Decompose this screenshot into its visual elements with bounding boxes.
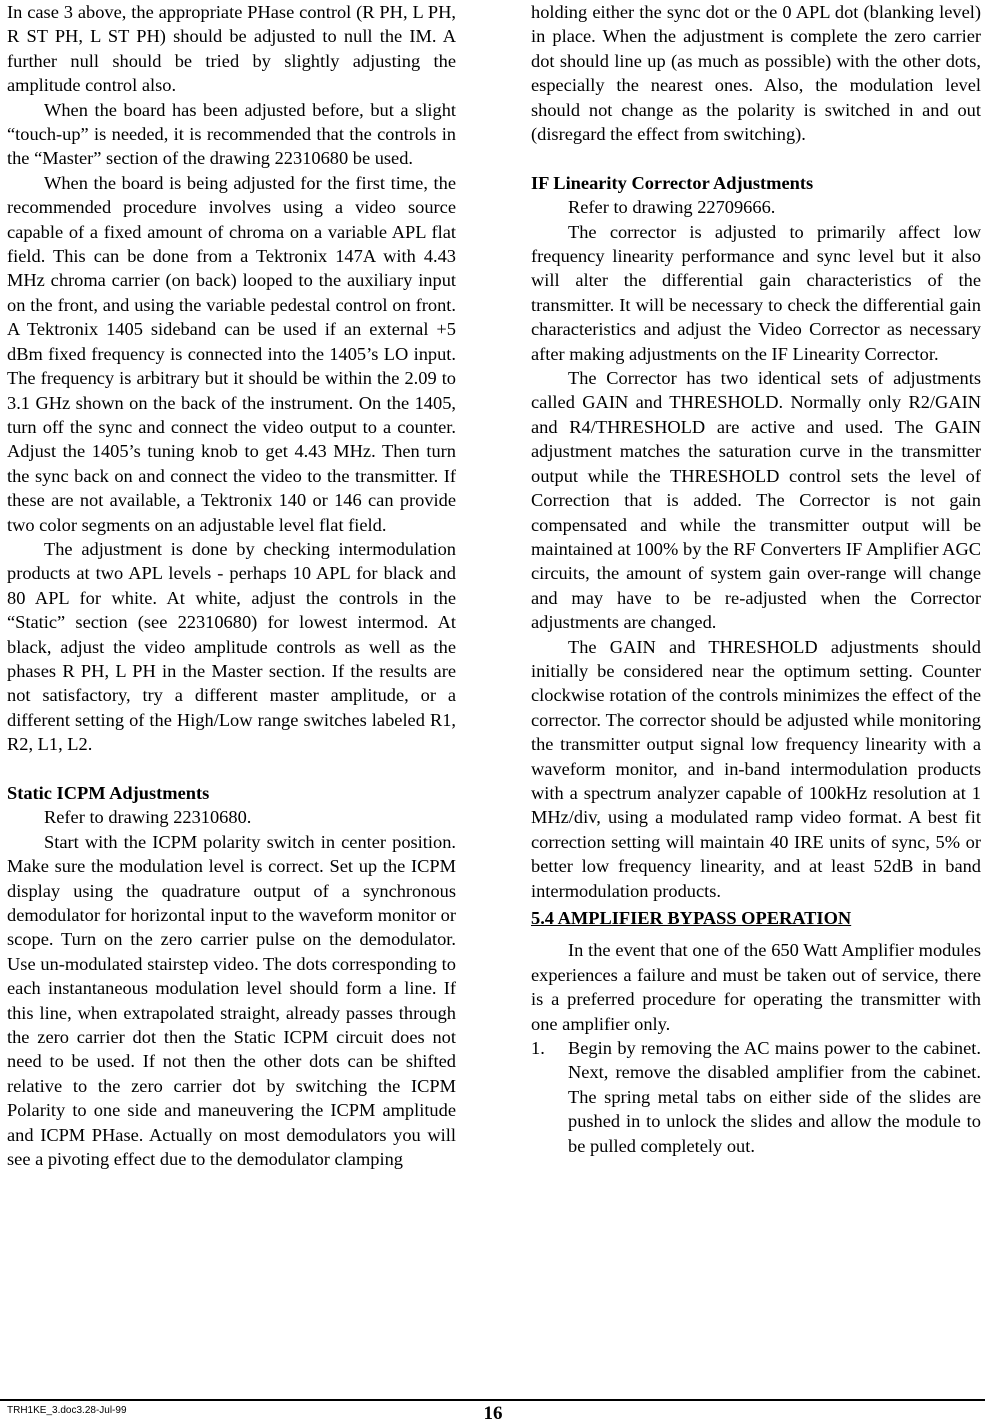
drawing-reference: Refer to drawing 22310680. bbox=[44, 807, 252, 828]
spacer bbox=[531, 146, 981, 170]
paragraph: The Corrector has two identical sets of adjustments called GAIN and THRESHOLD. Normally only R2/GAIN and R4/THRESHOLD are active and used. The GAIN adjustment matches the saturation curve in the transmitter output while the THRESHOLD control sets the level of Correction that is added. The Corrector is not gain compensated and while the transmitter output will be maintained at 100% by the RF Converters IF Amplifier AGC circuits, the amount of system gain over-range will change and may have to be re-adjusted when the Corrector adjustments are changed. bbox=[531, 368, 981, 633]
paragraph: Start with the ICPM polarity switch in center position. Make sure the modulation level is correct. Set up the ICPM display using the quadrature output of a synchronous demodulator for horizontal input to the waveform monitor or scope. Turn on the zero carrier pulse on the demodulator. Use un-modulated stairstep video. The dots corresponding to each instantaneous modulation level should form a line. If this line, when extrapolated straight, already passes through the zero carrier dot then the Static ICPM circuit does not need to be used. If not then the other dots can be shifted relative to the zero carrier dot by switching the ICPM Polarity to one side and maneuvering the ICPM amplitude and ICPM PHase. Actually on most demodulators you will see a pivoting effect due to the demodulator clamping bbox=[7, 831, 456, 1170]
paragraph: The GAIN and THRESHOLD adjustments should initially be considered near the optimum setting. Counter clockwise rotation of the controls minimizes the effect of the corrector. The corrector should be adjusted while monitoring the transmitter output signal low frequency linearity with a waveform monitor, and in-band intermodulation products with a spectrum analyzer capable of 100kHz resolution at 1 MHz/div, using a modulated ramp video format. A best fit correction setting will maintain 40 IRE units of sync, 5% or better low frequency linearity, and at least 52dB in band intermodulation products. bbox=[531, 636, 981, 901]
list-item bbox=[531, 1036, 981, 1158]
right-column bbox=[531, 0, 981, 1158]
paragraph: In the event that one of the 650 Watt Amplifier modules experiences a failure and must be taken out of service, there is a preferred procedure for operating the transmitter with one amplifier only. bbox=[531, 940, 981, 1034]
list-number: 1. bbox=[531, 1038, 545, 1059]
section-heading: IF Linearity Corrector Adjustments bbox=[531, 172, 814, 193]
page-number: 16 bbox=[483, 1403, 503, 1424]
section-title: 5.4 AMPLIFIER BYPASS OPERATION bbox=[531, 908, 852, 929]
section-heading: Static ICPM Adjustments bbox=[7, 782, 210, 803]
spacer bbox=[7, 757, 456, 781]
list-item-text: Begin by removing the AC mains power to the cabinet. Next, remove the disabled amplifier from the cabinet. The spring metal tabs on either side of the slides are pushed in to unlock the slides and allow the module to be pulled completely out. bbox=[568, 1038, 981, 1156]
paragraph: holding either the sync dot or the 0 APL dot (blanking level) in place. When the adjustment is complete the zero carrier dot should line up (as much as possible) with the other dots, especially the nearest ones. Also, the modulation level should not change as the polarity is switched in and out (disregard the effect from switching). bbox=[531, 2, 981, 145]
paragraph: The corrector is adjusted to primarily affect low frequency linearity performance and sync level but it also will alter the differential gain characteristics of the transmitter. It will be necessary to check the differential gain characteristics and adjust the Video Corrector as necessary after making adjustments on the IF Linearity Corrector. bbox=[531, 221, 981, 364]
paragraph: In case 3 above, the appropriate PHase control (R PH, L PH, R ST PH, L ST PH) should be adjusted to null the IM. A further null should be tried by slightly adjusting the amplitude control also. bbox=[7, 2, 456, 96]
footer-divider bbox=[0, 1399, 985, 1401]
paragraph: When the board has been adjusted before, but a slight “touch-up” is needed, it is recommended that the controls in the “Master” section of the drawing 22310680 be used. bbox=[7, 99, 456, 169]
document-id: TRH1KE_3.doc3.28-Jul-99 bbox=[7, 1405, 127, 1416]
drawing-reference: Refer to drawing 22709666. bbox=[568, 197, 776, 218]
paragraph: The adjustment is done by checking intermodulation products at two APL levels - perhaps 10 APL for black and 80 APL for white. At white, adjust the controls in the “Static” section (see 22310680) for lowest intermod. At black, adjust the video amplitude controls as well as the phases R PH, L PH in the Master section. If the results are not satisfactory, try a different master amplitude, or a different setting of the High/Low range switches labeled R1, R2, L1, L2. bbox=[7, 538, 456, 755]
left-column bbox=[7, 0, 456, 1171]
paragraph: When the board is being adjusted for the first time, the recommended procedure involves using a video source capable of a fixed amount of chroma on a variable APL flat field. This can be done from a Tektronix 147A with 4.43 MHz chroma carrier (on back) looped to the auxiliary input on the front, and using the variable pedestal control on front. A Tektronix 1405 sideband can be used if an external +5 dBm fixed frequency is connected into the 1405’s LO input. The frequency is arbitrary but it should be within the 2.09 to 3.1 GHz shown on the back of the instrument. On the 1405, turn off the sync and connect the video output to a counter. Adjust the 1405’s tuning knob to get 4.43 MHz. Then turn the sync back on and connect the video to the transmitter. If these are not available, a Tektronix 140 or 146 can provide two color segments on an adjustable level flat field. bbox=[7, 172, 456, 535]
